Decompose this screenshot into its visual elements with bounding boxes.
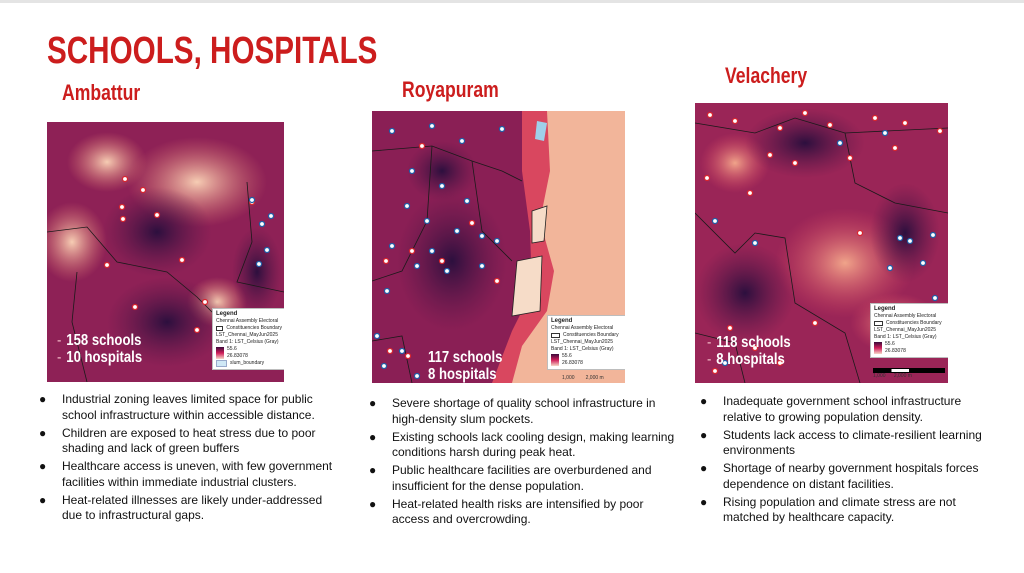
legend-title: Legend [874,306,896,312]
list-item: ● Healthcare access is uneven, with few government facilities within immediate industrial clusters. [39,459,333,489]
legend-layer2: LST_Chennai_MayJun2025 [874,327,936,333]
bullet-list-royapuram [367,396,677,530]
legend-max: 55.6 [227,346,237,352]
list-item: ● Shortage of nearby government hospitals forces dependence on distant facilities. [700,461,979,491]
bullet-list-ambattur [37,392,337,526]
top-border [0,0,1024,3]
area-title-royapuram: Royapuram [402,77,499,102]
list-item: ● Public healthcare facilities are overburdened and insufficient for the dense population. [369,463,652,493]
bullet-list-velachery [698,394,998,528]
school-count: 158 schools [66,332,142,349]
hospital-count: 8 hospitals [716,351,785,368]
legend-min: 26.83078 [227,353,248,359]
legend-slum: slum_boundary [230,360,265,366]
list-item: ● Industrial zoning leaves limited space for public school infrastructure within accessible distance. [39,392,315,422]
boundary-swatch [216,326,223,331]
legend-layer2-sub: Band 1: LST_Celsius (Gray) [874,334,937,340]
legend-min: 26.83078 [562,360,583,366]
legend-max: 55.6 [885,341,895,347]
hospital-count: 10 hospitals [66,349,143,366]
school-count: 117 schools [428,349,503,366]
school-count: 118 schools [716,334,791,351]
legend-layer1: Chennai Assembly Electoral [874,313,937,319]
hospital-count: 8 hospitals [428,366,497,383]
legend-layer1: Chennai Assembly Electoral [551,325,614,331]
scale-bar-royapuram: 1,000 2,000 m [562,375,604,381]
legend-layer1-sub: Constituencies Boundary [886,320,942,326]
legend-layer1: Chennai Assembly Electoral [216,318,279,324]
lst-color-ramp [216,347,224,359]
map-legend-velachery [870,303,948,358]
legend-layer2: LST_Chennai_MayJun2025 [216,332,278,338]
list-item: ● Heat-related illnesses are likely under-addressed due to infrastructural gaps. [39,492,323,522]
legend-min: 26.83078 [885,348,906,354]
map-velachery [695,103,948,383]
boundary-swatch [874,321,883,326]
list-item: ● Children are exposed to heat stress due to poor shading and lack of green buffers [39,425,316,455]
legend-title: Legend [551,318,573,324]
legend-title: Legend [216,311,238,317]
stats-velachery: - 118 schools - 8 hospitals [707,334,791,368]
map-royapuram [372,111,625,383]
slum-swatch [216,360,227,367]
map-legend-ambattur [212,308,284,370]
list-item: ● Rising population and climate stress are not matched by healthcare capacity. [700,494,956,524]
legend-layer1-sub: Constituencies Boundary [226,325,282,331]
scale-bar-velachery: 1,000 2,000 m [873,368,945,379]
legend-max: 55.6 [562,353,572,359]
lst-color-ramp [874,342,882,354]
list-item: ● Students lack access to climate-resilient learning environments [700,427,982,457]
slide-title: SCHOOLS, HOSPITALS [47,30,378,72]
legend-layer2-sub: Band 1: LST_Celsius (Gray) [216,339,279,345]
list-item: ● Existing schools lack cooling design, making learning conditions harsh during peak heat. [369,429,675,459]
area-title-ambattur: Ambattur [62,80,141,105]
legend-layer1-sub: Constituencies Boundary [563,332,619,338]
list-item: ● Inadequate government school infrastructure relative to growing population density. [700,394,962,424]
lst-color-ramp [551,354,559,366]
map-legend-royapuram [547,315,625,370]
legend-layer2: LST_Chennai_MayJun2025 [551,339,613,345]
legend-layer2-sub: Band 1: LST_Celsius (Gray) [551,346,614,352]
boundary-swatch [551,333,560,338]
list-item: ● Heat-related health risks are intensified by poor access and overcrowding. [369,496,644,526]
list-item: ● Severe shortage of quality school infrastructure in high-density slum pockets. [369,396,656,426]
map-ambattur [47,122,284,382]
stats-ambattur: - 158 schools - 10 hospitals [57,332,143,366]
area-title-velachery: Velachery [725,63,808,88]
stats-royapuram [428,349,502,383]
